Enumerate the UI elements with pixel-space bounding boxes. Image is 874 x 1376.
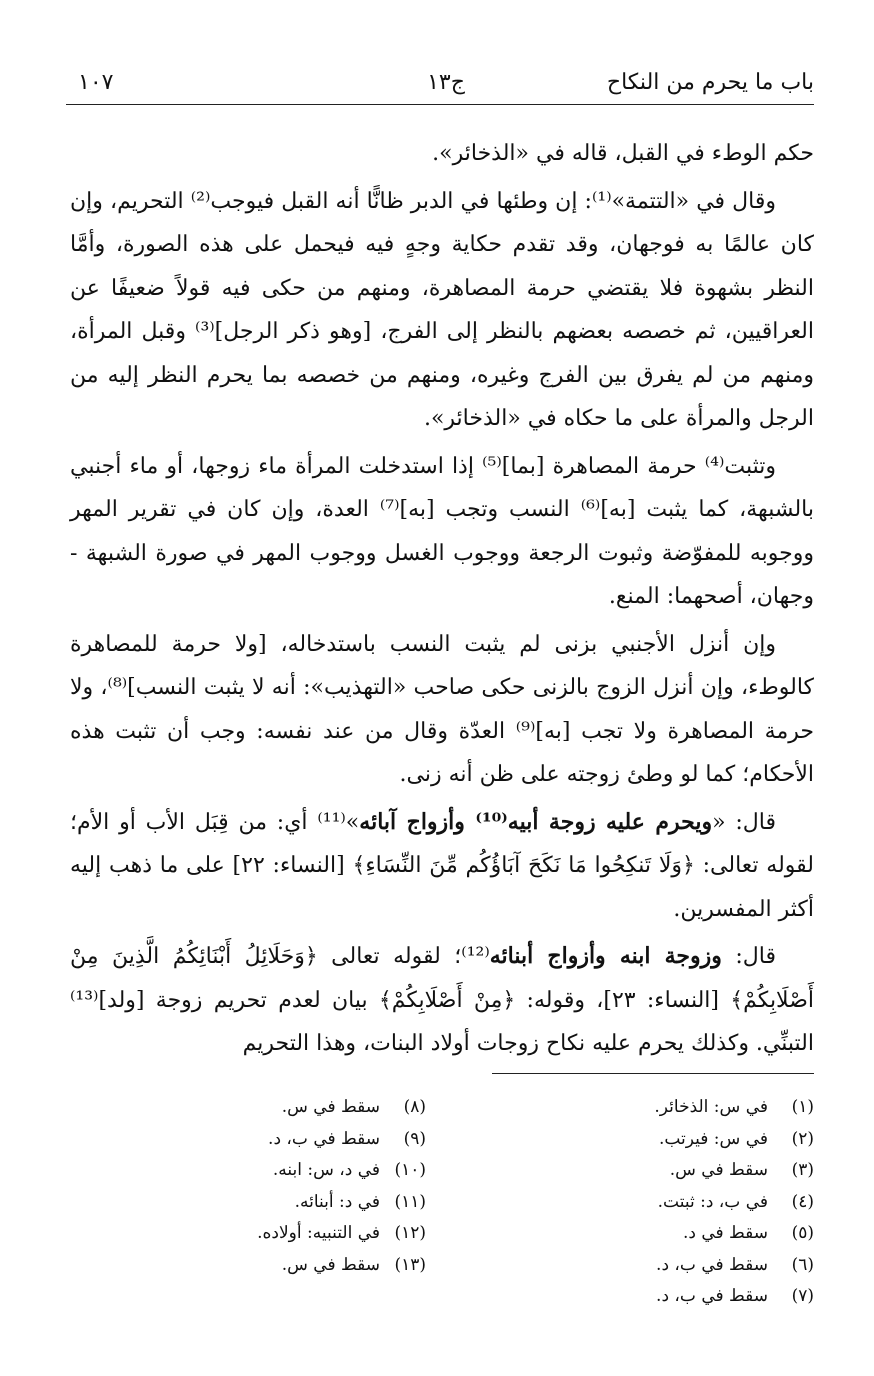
text-run: »⁽¹¹⁾ أي: من قِبَل الأب أو الأم؛ لقوله تعالى: ﴿وَلَا تَنكِحُوا مَا نَكَحَ آبَاؤُكُم مِّنَ النِّسَاءِ﴾ [النساء: ٢٢] على ما ذهب إليه أكثر المفسرين. (70, 809, 814, 922)
header-rule (66, 104, 814, 105)
footnote (126, 1155, 426, 1187)
paragraph: وقال في «التتمة»⁽¹⁾: إن وطئها في الدبر ظانًّا أنه القبل فيوجب⁽²⁾ التحريم، وإن كان عالمًا به فوجهان، وقد تقدم حكاية وجهٍ فيه فيحمل على هذه الصورة، وأمَّا النظر بشهوة فلا يقتضي حرمة المصاهرة، ومنهم من حكى فيه قولاً ضعيفًا عن العراقيين، ثم خصصه بعضهم بالنظر إلى الفرج، [وهو ذكر الرجل]⁽³⁾ وقبل المرأة، ومنهم من لم يفرق بين الفرج وغيره، ومنهم من خصصه بما يحرم النظر إليه من الرجل والمرأة على ما حكاه في «الذخائر». (70, 188, 814, 431)
paragraph: وإن أنزل الأجنبي بزنى لم يثبت النسب باستدخاله، [ولا حرمة للمصاهرة كالوطء، وإن أنزل الزوج بالزنى حكى صاحب «التهذيب»: أنه لا يثبت النسب]⁽⁸⁾، ولا حرمة المصاهرة ولا تجب [به]⁽⁹⁾ العدّة وقال من عند نفسه: وجب أن تثبت هذه الأحكام؛ كما لو وطئ زوجته على ظن أنه زنى. (70, 631, 815, 787)
footnote-text: سقط في ب، د. (268, 1128, 380, 1149)
footnote-text: في التنبيه: أولاده. (257, 1223, 380, 1243)
footnote-number: (٦) (791, 1254, 814, 1275)
footnote (494, 1281, 814, 1313)
footnote-number: (٣) (791, 1160, 814, 1180)
footnote (494, 1187, 814, 1219)
footnote (494, 1250, 814, 1282)
footnotes-right-column (494, 1092, 814, 1313)
text-run: ⁽¹²⁾؛ لقوله تعالى ﴿وَحَلَائِلُ أَبْنَائِكُمُ الَّذِينَ مِنْ أَصْلَابِكُمْ﴾ [النساء: ٢٣]، وقوله: ﴿مِنْ أَصْلَابِكُمْ﴾ بيان لعدم تحريم زوجة [ولد]⁽¹³⁾ التبنِّي. وكذلك يحرم عليه نكاح زوجات أولاد البنات، وهذا التحريم (70, 944, 814, 1056)
footnote-number: (٥) (791, 1223, 814, 1243)
footnote (494, 1218, 814, 1250)
page-number: ١٠٧ (78, 70, 114, 95)
paragraph: وتثبت⁽⁴⁾ حرمة المصاهرة [بما]⁽⁵⁾ إذا استدخلت المرأة ماء زوجها، أو ماء أجنبي بالشبهة، كما يثبت [به]⁽⁶⁾ النسب وتجب [به]⁽⁷⁾ العدة، وإن كان في تقرير المهر ووجوبه للمفوّضة وثبوت الرجعة ووجوب الغسل ووجوب المهر في صورة الشبهة - وجهان، أصحهما: المنع. (70, 453, 814, 609)
matn-quote: ويحرم عليه زوجة أبيه⁽¹⁰⁾ وأزواج آبائه (359, 808, 713, 835)
footnote (494, 1155, 814, 1187)
footnote (126, 1092, 426, 1124)
footnote-rule (492, 1073, 814, 1074)
text-run: قال: « (712, 809, 776, 835)
footnote-text: سقط في س. (669, 1160, 768, 1180)
footnote-number: (١) (791, 1097, 814, 1117)
footnote-text: في س: الذخائر. (654, 1097, 768, 1117)
matn-quote: وزوجة ابنه وأزواج أبنائه (489, 943, 722, 969)
footnote-text: في ب، د: ثبتت. (657, 1191, 768, 1212)
footnote (494, 1092, 814, 1124)
footnote-number: (٢) (791, 1128, 814, 1149)
footnote (494, 1124, 814, 1156)
footnote-number: (٨) (403, 1097, 426, 1117)
footnote-text: في د: أبنائه. (294, 1191, 380, 1212)
footnote-text: سقط في س. (281, 1254, 380, 1275)
volume-label: ج١٣ (427, 70, 465, 95)
footnote-text: في س: فيرتب. (658, 1128, 768, 1149)
footnote-text: في د، س: ابنه. (272, 1160, 380, 1180)
footnotes-left-column (126, 1092, 426, 1281)
running-header (78, 62, 814, 106)
text-run: قال: (721, 944, 776, 969)
footnote-number: (١٣) (394, 1254, 426, 1275)
footnote-text: سقط في ب، د. (656, 1254, 768, 1275)
footnote (126, 1218, 426, 1250)
footnote-text: سقط في د. (682, 1223, 768, 1243)
chapter-title: باب ما يحرم من النكاح (606, 70, 814, 95)
footnote-number: (٧) (791, 1286, 814, 1306)
paragraph (70, 935, 814, 1066)
footnote-number: (٩) (403, 1128, 426, 1149)
footnote (126, 1124, 426, 1156)
footnote-text: سقط في س. (281, 1097, 380, 1117)
paragraph: حكم الوطء في القبل، قاله في «الذخائر». (432, 141, 814, 166)
main-text (70, 132, 814, 1066)
footnote-number: (٤) (791, 1191, 814, 1212)
footnote-text: سقط في ب، د. (656, 1286, 768, 1306)
footnote (126, 1187, 426, 1219)
paragraph (70, 801, 814, 932)
footnote-number: (١١) (394, 1191, 426, 1212)
footnote (126, 1250, 426, 1282)
footnote-number: (١٠) (394, 1160, 426, 1180)
footnote-number: (١٢) (394, 1223, 426, 1243)
